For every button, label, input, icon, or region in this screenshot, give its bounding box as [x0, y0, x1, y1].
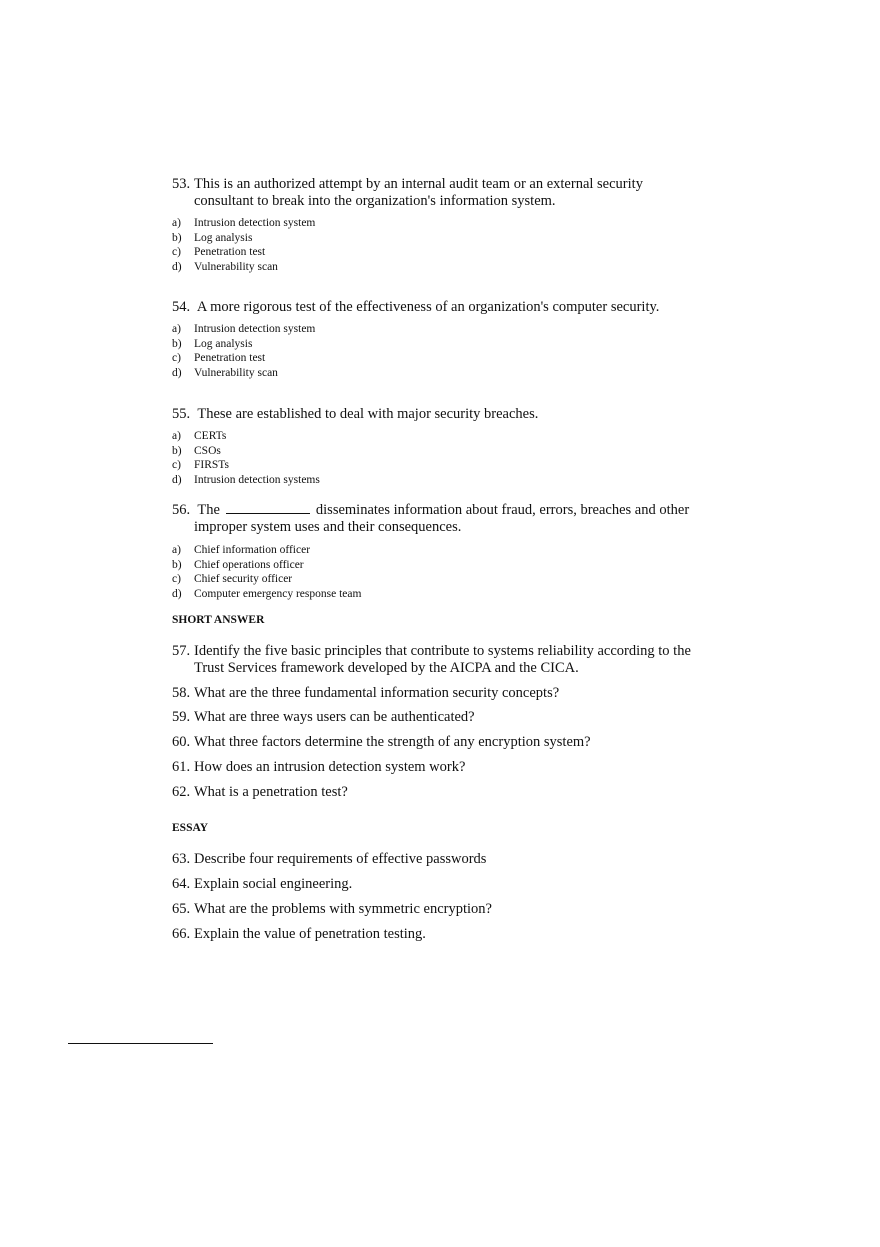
- footnote-separator-dash: [208, 1043, 213, 1044]
- options-list: [172, 543, 689, 601]
- option-letter: c): [172, 352, 181, 364]
- question-54: [172, 299, 659, 380]
- question-number: 58.: [172, 685, 191, 701]
- section-heading-short-answer: SHORT ANSWER: [172, 614, 265, 626]
- fill-in-blank: [226, 501, 310, 514]
- short-answer-question-57: [172, 643, 691, 677]
- option-text: CSOs: [194, 444, 221, 457]
- question-text: [172, 406, 538, 423]
- option-letter: d): [172, 587, 182, 600]
- question-line-1: Identify the five basic principles that contribute to systems reliability according to the: [194, 643, 691, 659]
- question-text: [172, 176, 643, 210]
- question-number: 66.: [172, 926, 191, 942]
- option-letter: a): [172, 217, 181, 229]
- short-answer-question-58: [172, 685, 559, 702]
- options-list: [172, 429, 538, 487]
- option-text: Log analysis: [194, 337, 253, 350]
- option-b: [172, 558, 689, 573]
- question-number: 62.: [172, 784, 191, 800]
- option-text: Computer emergency response team: [194, 587, 362, 600]
- footnote-separator: [68, 1043, 208, 1044]
- option-letter: a): [172, 544, 181, 556]
- option-c: [172, 458, 538, 473]
- essay-question-66: [172, 926, 426, 943]
- question-line-1: Explain social engineering.: [194, 876, 353, 892]
- question-line-1: How does an intrusion detection system work?: [194, 759, 466, 775]
- option-letter: c): [172, 573, 181, 585]
- option-a: [172, 543, 689, 558]
- essay-question-63: [172, 851, 486, 868]
- question-number: 56.: [172, 502, 191, 518]
- option-d: [172, 366, 659, 381]
- question-text: [172, 299, 659, 316]
- option-text: Penetration test: [194, 246, 266, 258]
- option-text: Chief security officer: [194, 573, 293, 585]
- option-b: [172, 337, 659, 352]
- option-d: [172, 260, 643, 275]
- option-letter: d): [172, 366, 182, 379]
- question-line-1: What are the three fundamental information security concepts?: [194, 685, 560, 701]
- question-line-1: What are three ways users can be authenticated?: [194, 709, 475, 725]
- question-number: 63.: [172, 851, 191, 867]
- question-55: [172, 406, 538, 487]
- question-number: 65.: [172, 901, 191, 917]
- question-53: [172, 176, 643, 274]
- short-answer-question-60: [172, 734, 591, 751]
- option-c: [172, 572, 689, 587]
- option-text: Penetration test: [194, 352, 266, 364]
- option-a: [172, 429, 538, 444]
- option-text: CERTs: [194, 430, 227, 442]
- option-text: FIRSTs: [194, 459, 229, 471]
- option-text: Log analysis: [194, 231, 253, 244]
- question-line-1: Describe four requirements of effective passwords: [194, 851, 487, 867]
- option-d: [172, 587, 689, 602]
- option-letter: b): [172, 231, 182, 244]
- short-answer-question-62: [172, 784, 348, 801]
- question-line-1: What three factors determine the strength of any encryption system?: [194, 734, 591, 750]
- option-b: [172, 444, 538, 459]
- question-number: 64.: [172, 876, 191, 892]
- question-number: 59.: [172, 709, 191, 725]
- option-a: [172, 216, 643, 231]
- question-number: 57.: [172, 643, 191, 659]
- question-line-2: improper system uses and their consequences.: [194, 519, 462, 535]
- option-letter: c): [172, 459, 181, 471]
- option-letter: b): [172, 337, 182, 350]
- option-d: [172, 473, 538, 488]
- question-line-1: These are established to deal with major security breaches.: [194, 406, 539, 422]
- option-letter: a): [172, 430, 181, 442]
- question-line-2: Trust Services framework developed by the AICPA and the CICA.: [194, 660, 579, 676]
- option-text: Intrusion detection systems: [194, 473, 320, 486]
- question-pre-text: The: [194, 502, 220, 518]
- options-list: [172, 216, 643, 274]
- question-post-text: disseminates information about fraud, errors, breaches and other: [315, 502, 690, 518]
- question-line-1: A more rigorous test of the effectiveness of an organization's computer security.: [194, 299, 660, 315]
- option-b: [172, 231, 643, 246]
- essay-question-65: [172, 901, 492, 918]
- option-a: [172, 322, 659, 337]
- question-number: 55.: [172, 406, 191, 422]
- option-text: Intrusion detection system: [194, 217, 316, 229]
- section-heading-essay: ESSAY: [172, 822, 209, 834]
- option-letter: b): [172, 558, 182, 571]
- question-line-2: consultant to break into the organization's information system.: [194, 193, 556, 209]
- question-56: [172, 501, 689, 601]
- option-c: [172, 245, 643, 260]
- option-text: Chief operations officer: [194, 558, 304, 571]
- option-text: Vulnerability scan: [194, 366, 278, 379]
- option-text: Intrusion detection system: [194, 323, 316, 335]
- essay-question-64: [172, 876, 352, 893]
- option-letter: b): [172, 444, 182, 457]
- option-letter: d): [172, 260, 182, 273]
- option-letter: c): [172, 246, 181, 258]
- question-number: 53.: [172, 176, 191, 192]
- option-text: Vulnerability scan: [194, 260, 278, 273]
- question-number: 60.: [172, 734, 191, 750]
- short-answer-question-59: [172, 709, 475, 726]
- option-text: Chief information officer: [194, 544, 311, 556]
- question-line-1: This is an authorized attempt by an internal audit team or an external security: [194, 176, 643, 192]
- question-line-1: What is a penetration test?: [194, 784, 348, 800]
- option-letter: a): [172, 323, 181, 335]
- question-text: [172, 501, 689, 536]
- question-number: 54.: [172, 299, 191, 315]
- question-number: 61.: [172, 759, 191, 775]
- short-answer-question-61: [172, 759, 465, 776]
- option-c: [172, 351, 659, 366]
- option-letter: d): [172, 473, 182, 486]
- options-list: [172, 322, 659, 380]
- question-line-1: What are the problems with symmetric encryption?: [194, 901, 492, 917]
- question-line-1: Explain the value of penetration testing.: [194, 926, 426, 942]
